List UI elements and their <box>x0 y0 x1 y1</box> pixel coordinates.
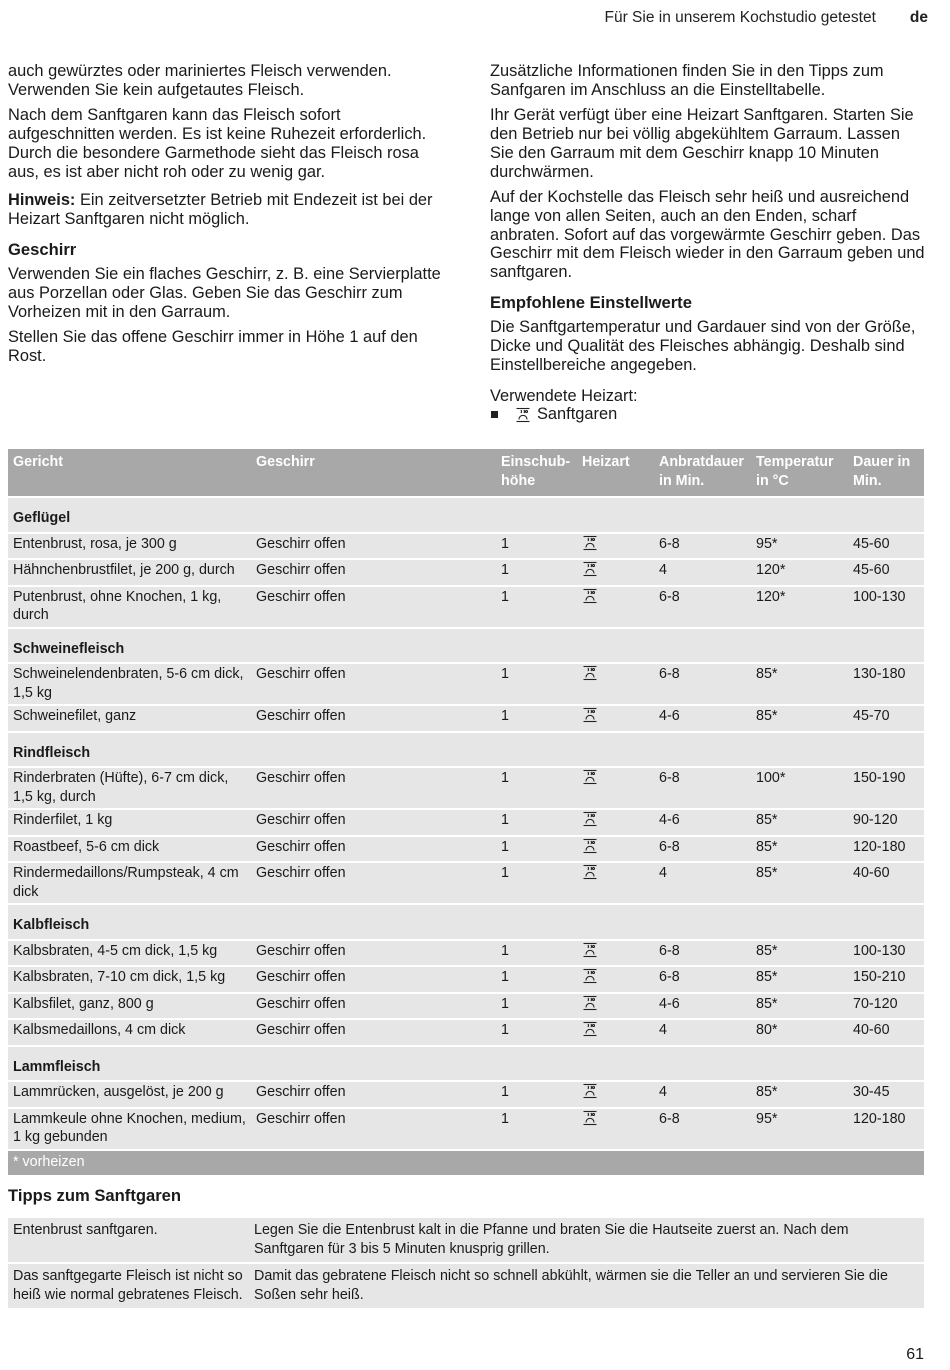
duration-cell: 90-120 <box>848 809 924 836</box>
duration-cell: 30-45 <box>848 1081 924 1108</box>
sanftgaren-icon <box>582 1083 598 1099</box>
cookware-cell: Geschirr offen <box>251 836 496 863</box>
dish-cell: Kalbsfilet, ganz, 800 g <box>8 993 251 1020</box>
fry-time-cell: 6-8 <box>654 966 751 993</box>
hint-label: Hinweis: <box>8 191 76 210</box>
level-cell: 1 <box>496 966 577 993</box>
sanftgaren-icon <box>582 707 598 723</box>
level-cell: 1 <box>496 809 577 836</box>
bullet-square-icon <box>491 411 498 418</box>
left-column <box>8 62 448 373</box>
table-row <box>8 993 924 1020</box>
category-row <box>8 1046 924 1082</box>
settings-table <box>8 449 924 1175</box>
temperature-cell: 85* <box>751 836 848 863</box>
table-row <box>8 705 924 732</box>
heizart-bullet <box>490 405 925 424</box>
tips-heading: Tipps zum Sanftgaren <box>8 1186 182 1205</box>
temperature-cell: 85* <box>751 809 848 836</box>
fry-time-cell: 6-8 <box>654 1108 751 1150</box>
sanftgaren-icon <box>582 838 598 854</box>
level-cell: 1 <box>496 1081 577 1108</box>
level-cell: 1 <box>496 663 577 705</box>
sanftgaren-icon <box>582 864 598 880</box>
fry-time-cell: 6-8 <box>654 767 751 809</box>
temperature-cell: 85* <box>751 966 848 993</box>
fry-time-cell: 6-8 <box>654 533 751 560</box>
heating-mode-cell <box>577 836 654 863</box>
temperature-cell: 95* <box>751 1108 848 1150</box>
heating-mode-cell <box>577 1108 654 1150</box>
category-row <box>8 904 924 940</box>
duration-cell: 150-210 <box>848 966 924 993</box>
level-cell: 1 <box>496 862 577 904</box>
sanftgaren-icon <box>582 1021 598 1037</box>
table-row <box>8 767 924 809</box>
temperature-cell: 85* <box>751 1081 848 1108</box>
duration-cell: 120-180 <box>848 836 924 863</box>
dish-cell: Putenbrust, ohne Knochen, 1 kg, durch <box>8 586 251 628</box>
level-cell: 1 <box>496 586 577 628</box>
level-cell: 1 <box>496 1019 577 1046</box>
category-label: Geflügel <box>8 497 924 533</box>
duration-cell: 70-120 <box>848 993 924 1020</box>
heating-mode-cell <box>577 1019 654 1046</box>
cookware-cell: Geschirr offen <box>251 1019 496 1046</box>
cookware-cell: Geschirr offen <box>251 1081 496 1108</box>
cookware-cell: Geschirr offen <box>251 1108 496 1150</box>
duration-cell: 40-60 <box>848 1019 924 1046</box>
dish-cell: Rinderfilet, 1 kg <box>8 809 251 836</box>
sanftgaren-icon <box>582 561 598 577</box>
fry-time-cell: 4 <box>654 1019 751 1046</box>
sanftgaren-icon <box>582 588 598 604</box>
dish-cell: Lammrücken, ausgelöst, je 200 g <box>8 1081 251 1108</box>
dish-cell: Kalbsbraten, 4-5 cm dick, 1,5 kg <box>8 940 251 967</box>
heating-mode-cell <box>577 862 654 904</box>
tips-table <box>8 1216 924 1308</box>
cookware-cell: Geschirr offen <box>251 862 496 904</box>
dish-cell: Roastbeef, 5-6 cm dick <box>8 836 251 863</box>
duration-cell: 120-180 <box>848 1108 924 1150</box>
duration-cell: 45-60 <box>848 533 924 560</box>
tip-problem: Das sanftgegarte Fleisch ist nicht so heiß wie normal gebratenes Fleisch. <box>8 1263 249 1308</box>
heizart-item: Sanftgaren <box>537 405 618 424</box>
sanftgaren-icon <box>582 665 598 681</box>
duration-cell: 45-60 <box>848 559 924 586</box>
cookware-cell: Geschirr offen <box>251 767 496 809</box>
category-label: Lammfleisch <box>8 1046 924 1082</box>
fry-time-cell: 6-8 <box>654 663 751 705</box>
column-header: Anbratdauer in Min. <box>654 449 751 497</box>
heizart-label: Verwendete Heizart: <box>490 386 638 405</box>
page-header <box>605 9 929 27</box>
table-row <box>8 663 924 705</box>
sanftgaren-icon <box>582 968 598 984</box>
category-row <box>8 628 924 664</box>
temperature-cell: 95* <box>751 533 848 560</box>
fry-time-cell: 4-6 <box>654 809 751 836</box>
temperature-cell: 120* <box>751 586 848 628</box>
column-header: Heizart <box>577 449 654 497</box>
table-row <box>8 533 924 560</box>
page-number: 61 <box>906 1346 924 1363</box>
level-cell: 1 <box>496 993 577 1020</box>
paragraph: Auf der Kochstelle das Fleisch sehr heiß und ausreichend lange von allen Seiten, auch an den Enden, scharf anbraten. Sofort auf das vorgewärmte Geschirr geben. Das Geschirr mit dem Fleisch wieder in den Garraum geben und sanftgaren. <box>490 188 925 282</box>
language-code: de <box>909 9 928 26</box>
paragraph: auch gewürztes oder mariniertes Fleisch verwenden. Verwenden Sie kein aufgetautes Fleisch. <box>8 62 392 99</box>
table-row <box>8 862 924 904</box>
dish-cell: Schweinefilet, ganz <box>8 705 251 732</box>
fry-time-cell: 4-6 <box>654 705 751 732</box>
tip-problem: Entenbrust sanftgaren. <box>8 1217 249 1263</box>
paragraph: Die Sanftgartemperatur und Gardauer sind von der Größe, Dicke und Qualität des Fleisches abhängig. Deshalb sind Einstellbereiche angegeben. <box>490 318 916 374</box>
dish-cell: Entenbrust, rosa, je 300 g <box>8 533 251 560</box>
duration-cell: 150-190 <box>848 767 924 809</box>
table-row <box>8 966 924 993</box>
level-cell: 1 <box>496 767 577 809</box>
dish-cell: Rinderbraten (Hüfte), 6-7 cm dick, 1,5 kg, durch <box>8 767 251 809</box>
heating-mode-cell <box>577 940 654 967</box>
category-row <box>8 732 924 768</box>
fry-time-cell: 6-8 <box>654 836 751 863</box>
section-heading-einstellwerte: Empfohlene Einstellwerte <box>490 292 692 312</box>
dish-cell: Schweinelendenbraten, 5-6 cm dick, 1,5 kg <box>8 663 251 705</box>
footnote-row <box>8 1150 924 1176</box>
tip-solution: Legen Sie die Entenbrust kalt in die Pfanne und braten Sie die Hautseite zuerst an. Nach dem Sanftgaren für 3 bis 5 Minuten knusprig grillen. <box>249 1217 924 1263</box>
cookware-cell: Geschirr offen <box>251 533 496 560</box>
header-title: Für Sie in unserem Kochstudio getestet <box>604 9 876 26</box>
sanftgaren-icon <box>515 407 531 423</box>
table-row <box>8 559 924 586</box>
paragraph: Zusätzliche Informationen finden Sie in den Tipps zum Sanfgaren im Anschluss an die Einstelltabelle. <box>490 62 884 99</box>
table-row <box>8 1081 924 1108</box>
temperature-cell: 85* <box>751 993 848 1020</box>
temperature-cell: 85* <box>751 862 848 904</box>
column-header: Dauer in Min. <box>848 449 924 497</box>
cookware-cell: Geschirr offen <box>251 940 496 967</box>
dish-cell: Kalbsbraten, 7-10 cm dick, 1,5 kg <box>8 966 251 993</box>
heating-mode-cell <box>577 966 654 993</box>
fry-time-cell: 4-6 <box>654 993 751 1020</box>
cookware-cell: Geschirr offen <box>251 809 496 836</box>
tip-solution: Damit das gebratene Fleisch nicht so schnell abkühlt, wärmen sie die Teller an und servieren Sie die Soßen sehr heiß. <box>249 1263 924 1308</box>
heating-mode-cell <box>577 993 654 1020</box>
column-header: Einschub- höhe <box>496 449 577 497</box>
column-header: Temperatur in °C <box>751 449 848 497</box>
fry-time-cell: 4 <box>654 1081 751 1108</box>
cookware-cell: Geschirr offen <box>251 966 496 993</box>
fry-time-cell: 6-8 <box>654 940 751 967</box>
footnote: * vorheizen <box>8 1150 924 1176</box>
fry-time-cell: 4 <box>654 862 751 904</box>
sanftgaren-icon <box>582 942 598 958</box>
heating-mode-cell <box>577 533 654 560</box>
table-row <box>8 1019 924 1046</box>
heating-mode-cell <box>577 559 654 586</box>
dish-cell: Lammkeule ohne Knochen, medium, 1 kg gebunden <box>8 1108 251 1150</box>
hint-text: Ein zeitversetzter Betrieb mit Endezeit ist bei der Heizart Sanftgaren nicht möglich. <box>8 191 433 228</box>
cookware-cell: Geschirr offen <box>251 705 496 732</box>
dish-cell: Rindermedaillons/Rumpsteak, 4 cm dick <box>8 862 251 904</box>
cookware-cell: Geschirr offen <box>251 663 496 705</box>
duration-cell: 45-70 <box>848 705 924 732</box>
table-row <box>8 836 924 863</box>
hint-paragraph <box>8 191 448 228</box>
duration-cell: 40-60 <box>848 862 924 904</box>
temperature-cell: 85* <box>751 663 848 705</box>
tips-row <box>8 1217 924 1263</box>
paragraph: Ihr Gerät verfügt über eine Heizart Sanftgaren. Starten Sie den Betrieb nur bei völlig abgekühltem Garraum. Lassen Sie den Garraum mit dem Geschirr knapp 10 Minuten durchwärmen. <box>490 106 914 181</box>
level-cell: 1 <box>496 705 577 732</box>
duration-cell: 130-180 <box>848 663 924 705</box>
cookware-cell: Geschirr offen <box>251 559 496 586</box>
level-cell: 1 <box>496 836 577 863</box>
table-row <box>8 1108 924 1150</box>
column-header: Gericht <box>8 449 251 497</box>
category-label: Rindfleisch <box>8 732 924 768</box>
paragraph: Nach dem Sanftgaren kann das Fleisch sofort aufgeschnitten werden. Es ist keine Ruhezeit erforderlich. Durch die besondere Garmethode sieht das Fleisch rosa aus, es ist aber nicht roh oder zu wenig gar. <box>8 106 427 181</box>
level-cell: 1 <box>496 940 577 967</box>
cookware-cell: Geschirr offen <box>251 993 496 1020</box>
fry-time-cell: 4 <box>654 559 751 586</box>
table-row <box>8 940 924 967</box>
table-header-row <box>8 449 924 497</box>
paragraph: Verwenden Sie ein flaches Geschirr, z. B. eine Servierplatte aus Porzellan oder Glas. Geben Sie das Geschirr zum Vorheizen mit in den Garraum. <box>8 265 441 321</box>
dish-cell: Hähnchenbrustfilet, je 200 g, durch <box>8 559 251 586</box>
paragraph: Stellen Sie das offene Geschirr immer in Höhe 1 auf den Rost. <box>8 328 418 366</box>
category-label: Kalbfleisch <box>8 904 924 940</box>
category-row <box>8 497 924 533</box>
category-label: Schweinefleisch <box>8 628 924 664</box>
heating-mode-cell <box>577 1081 654 1108</box>
heating-mode-cell <box>577 767 654 809</box>
sanftgaren-icon <box>582 769 598 785</box>
dish-cell: Kalbsmedaillons, 4 cm dick <box>8 1019 251 1046</box>
sanftgaren-icon <box>582 811 598 827</box>
level-cell: 1 <box>496 559 577 586</box>
heating-mode-cell <box>577 663 654 705</box>
sanftgaren-icon <box>582 1110 598 1126</box>
sanftgaren-icon <box>582 535 598 551</box>
heating-mode-cell <box>577 705 654 732</box>
level-cell: 1 <box>496 533 577 560</box>
temperature-cell: 85* <box>751 940 848 967</box>
heating-mode-cell <box>577 586 654 628</box>
sanftgaren-icon <box>582 995 598 1011</box>
duration-cell: 100-130 <box>848 940 924 967</box>
level-cell: 1 <box>496 1108 577 1150</box>
temperature-cell: 85* <box>751 705 848 732</box>
tips-row <box>8 1263 924 1308</box>
column-header: Geschirr <box>251 449 496 497</box>
duration-cell: 100-130 <box>848 586 924 628</box>
cookware-cell: Geschirr offen <box>251 586 496 628</box>
temperature-cell: 120* <box>751 559 848 586</box>
fry-time-cell: 6-8 <box>654 586 751 628</box>
section-heading-geschirr: Geschirr <box>8 239 77 259</box>
temperature-cell: 100* <box>751 767 848 809</box>
temperature-cell: 80* <box>751 1019 848 1046</box>
right-column <box>490 62 925 424</box>
table-row <box>8 586 924 628</box>
heating-mode-cell <box>577 809 654 836</box>
table-row <box>8 809 924 836</box>
